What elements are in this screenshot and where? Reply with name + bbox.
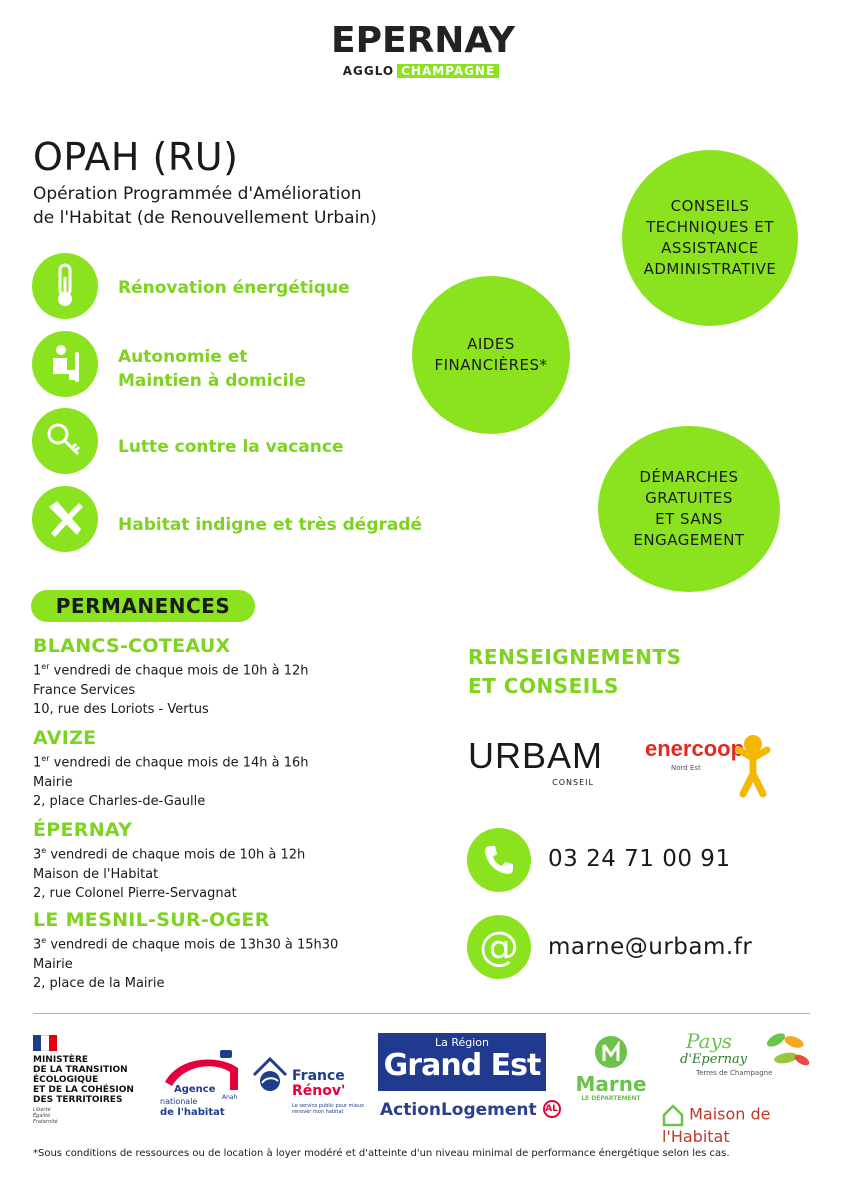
france-renov-logo	[250, 1055, 370, 1120]
permanence-city: AVIZE	[33, 727, 97, 749]
bubble-conseils-line-1: CONSEILS	[670, 197, 750, 215]
pays-sub: Terres de Champagne	[696, 1069, 773, 1077]
marne-emblem-icon	[594, 1035, 628, 1069]
permanence-address: 2, place Charles-de-Gaulle	[33, 794, 206, 810]
permanence-le-mesnil	[33, 909, 433, 994]
urbam-logo-sub: CONSEIL	[552, 778, 594, 787]
renseignements-line-1: RENSEIGNEMENTS	[468, 645, 682, 669]
permanence-city: LE MESNIL-SUR-OGER	[33, 909, 270, 931]
page-title: OPAH (RU)	[33, 135, 239, 179]
ministere-motto: Liberté Égalité Fraternité	[33, 1107, 58, 1125]
house-icon	[250, 1055, 290, 1095]
bubble-aides-line-1: AIDES	[467, 335, 515, 353]
permanence-address: 10, rue des Loriots - Vertus	[33, 702, 209, 718]
anah-logo	[160, 1050, 250, 1120]
enercoop-figure-icon	[733, 730, 775, 798]
feature-label-habitat-indigne: Habitat indigne et très dégradé	[118, 515, 423, 535]
feature-label-autonomie	[118, 345, 306, 393]
french-flag-icon	[33, 1035, 57, 1051]
renseignements-line-2: ET CONSEILS	[468, 674, 619, 698]
marne-text: Marne	[575, 1072, 647, 1096]
thermometer-icon	[32, 253, 98, 319]
footnote: *Sous conditions de ressources ou de location à loyer modéré et d'atteinte d'un niveau minimal de performance énergétique selon les cas.	[33, 1148, 730, 1159]
logo-main-text: EPERNAY	[331, 20, 515, 61]
anah-line-3: de l'habitat	[160, 1107, 225, 1118]
bubble-demarches-line-2: GRATUITES	[645, 489, 733, 507]
region-main-text: Grand Est	[383, 1048, 541, 1083]
subtitle-line-1: Opération Programmée d'Amélioration	[33, 184, 362, 204]
maison-habitat-logo	[662, 1103, 812, 1146]
pays-leaves-icon	[756, 1030, 811, 1075]
ministere-line-5: DES TERRITOIRES	[33, 1095, 123, 1105]
permanences-badge: PERMANENCES	[31, 590, 255, 622]
pays-line-1: Pays	[686, 1029, 733, 1053]
bubble-conseils	[622, 150, 798, 326]
bubble-conseils-line-4: ADMINISTRATIVE	[643, 260, 777, 278]
anah-line-1: Agence	[174, 1084, 216, 1095]
phone-number[interactable]: 03 24 71 00 91	[548, 846, 731, 872]
enercoop-logo	[645, 730, 775, 798]
email-address[interactable]: marne@urbam.fr	[548, 934, 753, 960]
action-logement-text: ActionLogement	[380, 1100, 537, 1120]
marne-logo	[566, 1035, 656, 1102]
action-logement-logo	[380, 1100, 561, 1120]
epernay-logo	[331, 20, 515, 78]
enercoop-logo-text: enercoop	[645, 736, 745, 761]
footer-divider	[33, 1013, 810, 1014]
maison-house-icon	[662, 1103, 684, 1127]
logo-sub	[331, 64, 511, 78]
permanence-venue: Mairie	[33, 774, 73, 790]
bubble-demarches	[598, 426, 780, 592]
region-grand-est-logo	[378, 1033, 546, 1091]
bubble-demarches-line-1: DÉMARCHES	[639, 468, 739, 486]
feature-label-vacance: Lutte contre la vacance	[118, 437, 344, 457]
renseignements-heading	[468, 643, 681, 701]
action-logement-badge-icon: AL	[543, 1100, 561, 1118]
subtitle-line-2: de l'Habitat (de Renouvellement Urbain)	[33, 208, 377, 228]
ministere-line-2: DE LA TRANSITION	[33, 1065, 128, 1075]
france-renov-tagline: Le service public pour mieux rénover mon habitat	[292, 1103, 365, 1115]
enercoop-logo-sub: Nord Est	[671, 764, 701, 772]
maison-text: Maison de l'Habitat	[662, 1104, 771, 1146]
at-sign-icon: @	[467, 915, 531, 979]
bubble-conseils-line-3: ASSISTANCE	[661, 239, 759, 257]
logo-sub-left: AGGLO	[342, 64, 395, 78]
permanence-address: 2, rue Colonel Pierre-Servagnat	[33, 886, 237, 902]
permanence-venue: Maison de l'Habitat	[33, 866, 159, 882]
urbam-logo	[468, 735, 604, 788]
anah-line-2: nationale	[160, 1097, 198, 1106]
permanence-venue: Mairie	[33, 956, 73, 972]
bubble-aides-line-2: FINANCIÈRES*	[434, 356, 548, 374]
permanence-schedule: 1er vendredi de chaque mois de 10h à 12h	[33, 662, 309, 679]
permanence-schedule: 1er vendredi de chaque mois de 14h à 16h	[33, 754, 309, 771]
permanence-schedule: 3e vendredi de chaque mois de 13h30 à 15h30	[33, 936, 339, 953]
bubble-conseils-line-2: TECHNIQUES ET	[646, 218, 774, 236]
ministere-line-1: MINISTÈRE	[33, 1055, 89, 1065]
anah-short: Anah	[222, 1094, 238, 1101]
pays-epernay-logo	[666, 1030, 811, 1079]
ministere-line-3: ÉCOLOGIQUE	[33, 1075, 99, 1085]
permanence-avize	[33, 727, 433, 812]
permanence-city: BLANCS-COTEAUX	[33, 635, 231, 657]
seated-person-icon	[32, 331, 98, 397]
pays-line-2: d'Epernay	[680, 1052, 748, 1067]
page-subtitle	[33, 182, 433, 230]
feature-label-autonomie-line-2: Maintien à domicile	[118, 371, 306, 391]
urbam-logo-text: URBAM	[468, 735, 604, 776]
permanence-city: ÉPERNAY	[33, 819, 133, 841]
permanence-venue: France Services	[33, 682, 136, 698]
permanence-blancs-coteaux	[33, 635, 433, 720]
feature-label-renovation: Rénovation énergétique	[118, 278, 350, 298]
phone-icon	[467, 828, 531, 892]
keys-icon	[32, 408, 98, 474]
tools-icon	[32, 486, 98, 552]
bubble-aides	[412, 276, 570, 434]
feature-label-autonomie-line-1: Autonomie et	[118, 347, 248, 367]
region-top-text: La Région	[434, 1036, 490, 1049]
ministere-line-4: ET DE LA COHÉSION	[33, 1085, 134, 1095]
ministere-logo	[33, 1035, 158, 1125]
logo-sub-right: CHAMPAGNE	[397, 64, 499, 78]
france-renov-text: France Rénov'	[292, 1068, 346, 1099]
permanence-schedule: 3e vendredi de chaque mois de 10h à 12h	[33, 846, 306, 863]
permanence-address: 2, place de la Mairie	[33, 976, 165, 992]
permanence-epernay	[33, 819, 433, 904]
bubble-demarches-line-4: ENGAGEMENT	[633, 531, 745, 549]
bubble-demarches-line-3: ET SANS	[655, 510, 723, 528]
marne-sub: LE DÉPARTEMENT	[581, 1095, 641, 1102]
